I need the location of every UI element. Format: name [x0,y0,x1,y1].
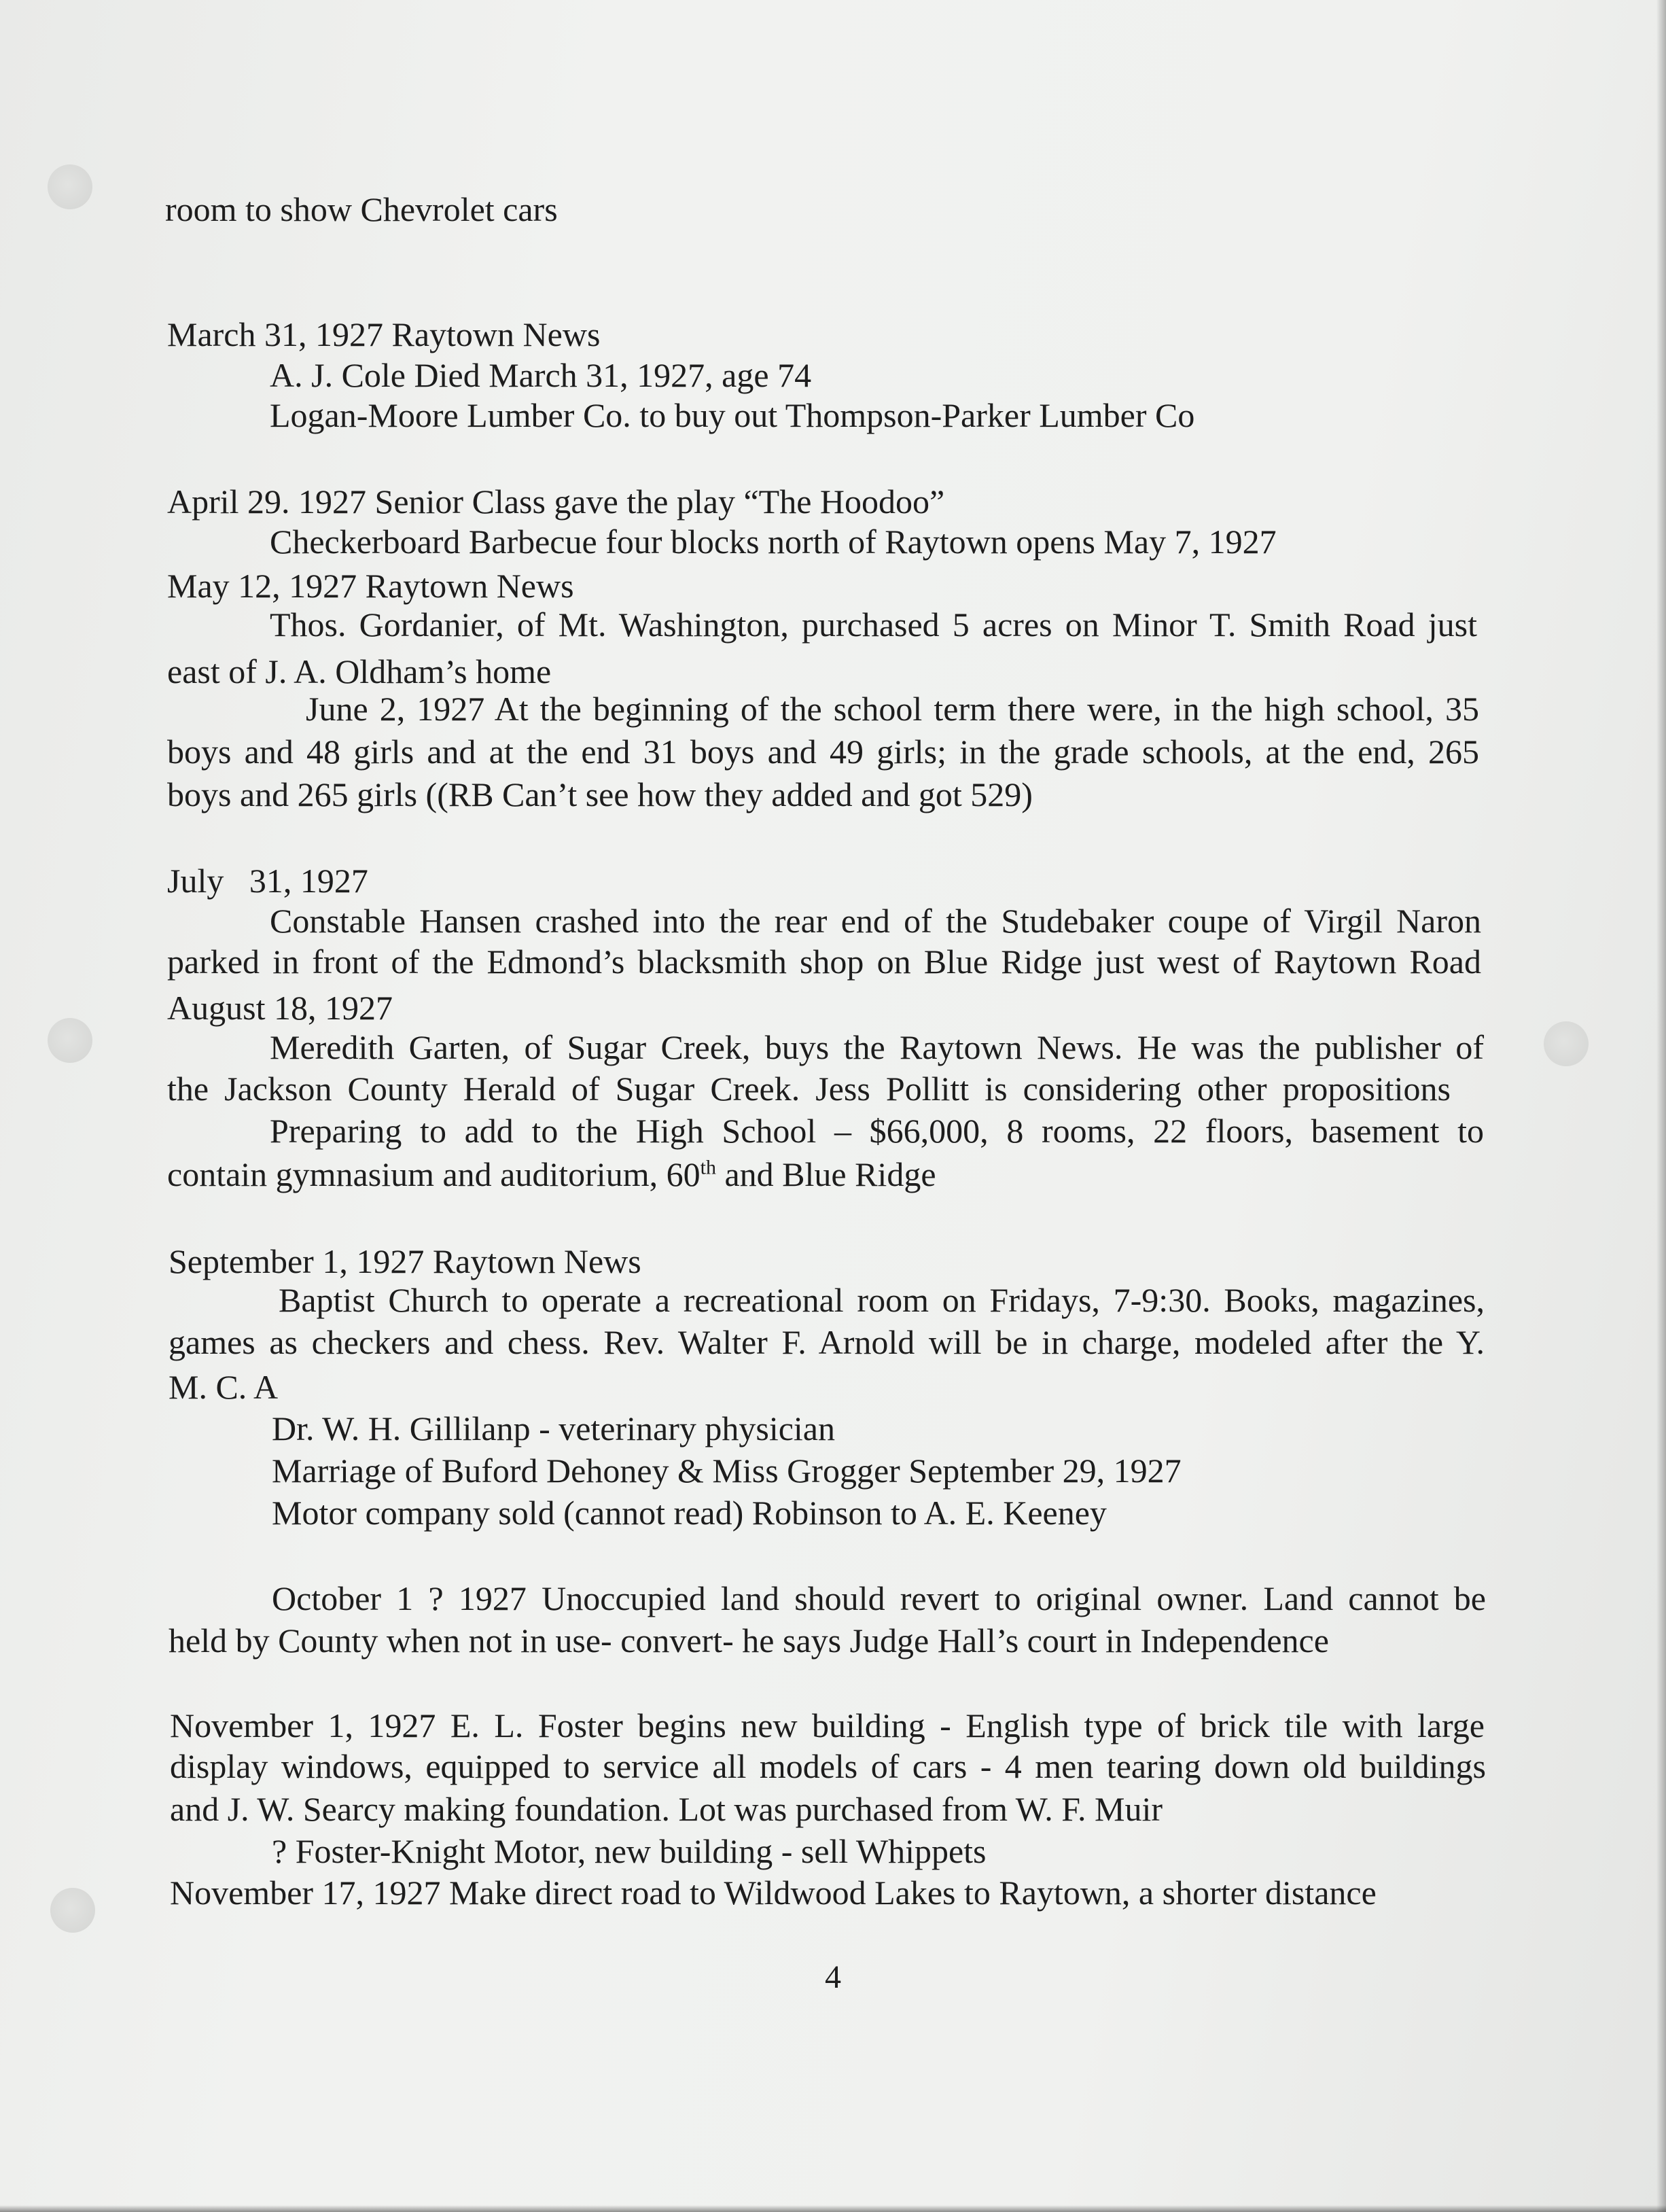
ordinal-superscript: th [700,1156,716,1179]
text-line: and J. W. Searcy making foundation. Lot was purchased from W. F. Muir [170,1790,1163,1828]
page-number: 4 [825,1959,841,1995]
text-line: Constable Hansen crashed into the rear end of the Studebaker coupe of Virgil Naron [270,902,1481,940]
page-edge-shadow [1656,0,1666,2212]
punch-hole-middle [48,1018,92,1063]
text-line: Checkerboard Barbecue four blocks north of Raytown opens May 7, 1927 [270,523,1277,561]
text-line: games as checkers and chess. Rev. Walter F. Arnold will be in charge, modeled after the Y. [169,1323,1485,1361]
text-line: A. J. Cole Died March 31, 1927, age 74 [270,356,812,394]
text-line: Dr. W. H. Gillilanp - veterinary physician [272,1409,836,1447]
text-line: room to show Chevrolet cars [165,190,558,228]
punch-hole-top [48,164,92,209]
text-line [167,1154,936,1195]
text-line: Baptist Church to operate a recreational room on Fridays, 7-9:30. Books, magazines, [279,1281,1485,1319]
text-line: June 2, 1927 At the beginning of the school term there were, in the high school, 35 [306,690,1479,728]
text-line: parked in front of the Edmond’s blacksmith shop on Blue Ridge just west of Raytown Road [167,943,1481,981]
text-line: display windows, equipped to service all models of cars - 4 men tearing down old buildings [170,1747,1486,1785]
text-line: M. C. A [169,1368,279,1406]
entry-heading: September 1, 1927 Raytown News [169,1242,641,1280]
text-line: boys and 48 girls and at the end 31 boys and 49 girls; in the grade schools, at the end, 265 [167,733,1479,771]
text-line: Thos. Gordanier, of Mt. Washington, purchased 5 acres on Minor T. Smith Road just [270,605,1477,644]
entry-heading: April 29. 1927 Senior Class gave the play “The Hoodoo” [167,482,945,521]
text-fragment: contain gymnasium and auditorium, 60 [167,1155,701,1193]
entry-heading: November 17, 1927 Make direct road to Wildwood Lakes to Raytown, a shorter distance [170,1874,1377,1912]
text-fragment: and Blue Ridge [715,1155,936,1193]
punch-hole-bottom [50,1888,95,1933]
text-line: Logan-Moore Lumber Co. to buy out Thompson-Parker Lumber Co [270,396,1195,434]
entry-heading: March 31, 1927 Raytown News [167,315,601,353]
text-line: east of J. A. Oldham’s home [167,652,552,690]
text-line: boys and 265 girls ((RB Can’t see how they added and got 529) [167,775,1033,813]
punch-hole-right [1544,1021,1589,1066]
text-line: Meredith Garten, of Sugar Creek, buys the Raytown News. He was the publisher of [270,1028,1484,1066]
entry-heading: May 12, 1927 Raytown News [167,567,574,605]
text-line: October 1 ? 1927 Unoccupied land should revert to original owner. Land cannot be [272,1579,1486,1617]
page-bottom-shadow [0,2205,1666,2212]
text-line: the Jackson County Herald of Sugar Creek. Jess Pollitt is considering other propositions [167,1070,1451,1108]
text-line: Preparing to add to the High School – $66,000, 8 rooms, 22 floors, basement to [270,1112,1484,1150]
entry-heading: November 1, 1927 E. L. Foster begins new building - English type of brick tile with large [170,1706,1485,1744]
text-line: Marriage of Buford Dehoney & Miss Grogger September 29, 1927 [272,1452,1182,1490]
text-line: held by County when not in use- convert- he says Judge Hall’s court in Independence [169,1621,1329,1660]
entry-heading: August 18, 1927 [167,989,393,1027]
entry-heading: July 31, 1927 [167,862,368,900]
text-line: ? Foster-Knight Motor, new building - sell Whippets [272,1832,987,1870]
text-line: Motor company sold (cannot read) Robinson to A. E. Keeney [272,1494,1107,1532]
